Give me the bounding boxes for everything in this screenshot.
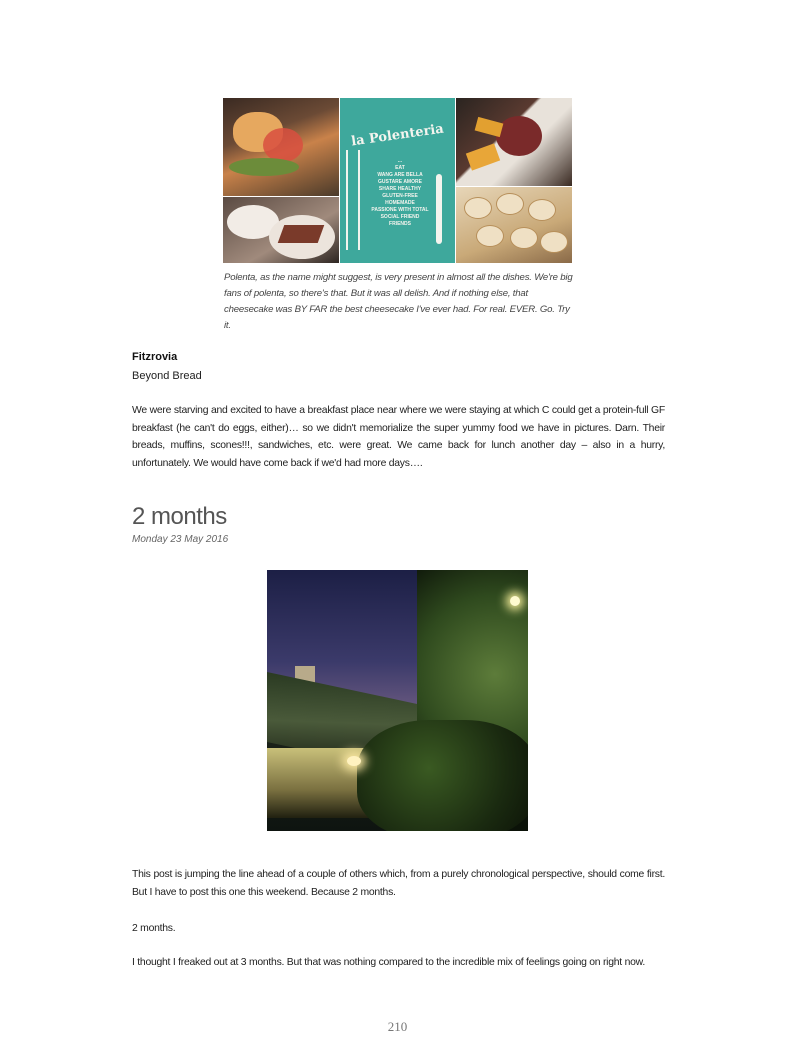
place-name: Beyond Bread (132, 370, 202, 382)
sign-title: la Polenteria (350, 121, 445, 150)
sign-text: ... EAT WANG ARE BELLA GUSTARE AMORE SHARE HEALTHY GLUTEN-FREE HOMEMADE PASSIONE WITH TOTAL SOCIAL FRIEND FRIENDS (371, 158, 429, 227)
collage-photo-meat-polenta (456, 98, 572, 186)
body-paragraph: 2 months. (132, 923, 176, 934)
post-title: 2 months (132, 503, 227, 530)
body-paragraph: We were starving and excited to have a breakfast place near where we were staying at which C could get a protein-full GF breakfast (he can't do eggs, either)… so we didn't memorialize the super yummy food we have in pictures. Darn. Their breads, muffins, scones!!!, sandwiches, etc. were great. We came back for lunch another day – also in a hurry, unfortunately. We would have come back if we'd had more days…. (132, 405, 665, 469)
collage-photo-sign (340, 98, 455, 263)
collage-photo-salad (223, 98, 339, 196)
body-paragraph: This post is jumping the line ahead of a couple of others which, from a purely chronological perspective, should come first. But I have to post this one this weekend. Because 2 months. (132, 869, 665, 898)
fork-icon (346, 150, 360, 250)
page-number: 210 (387, 1019, 408, 1034)
collage-caption: Polenta, as the name might suggest, is very present in almost all the dishes. We're big fans of polenta, so there's that. But it was all delish. And if nothing else, that cheesecake was BY FAR the best cheesecake I've ever had. For real. EVER. Go. Try it. (224, 272, 573, 331)
night-garden-photo (267, 570, 528, 831)
post-date: Monday 23 May 2016 (132, 534, 229, 545)
collage-photo-ravioli (456, 187, 572, 263)
food-photo-collage (223, 98, 572, 263)
location-heading: Fitzrovia (132, 351, 178, 363)
collage-photo-cheesecake (223, 197, 339, 263)
knife-icon (436, 174, 442, 244)
body-paragraph: I thought I freaked out at 3 months. But that was nothing compared to the incredible mix of feelings going on right now. (132, 957, 645, 968)
